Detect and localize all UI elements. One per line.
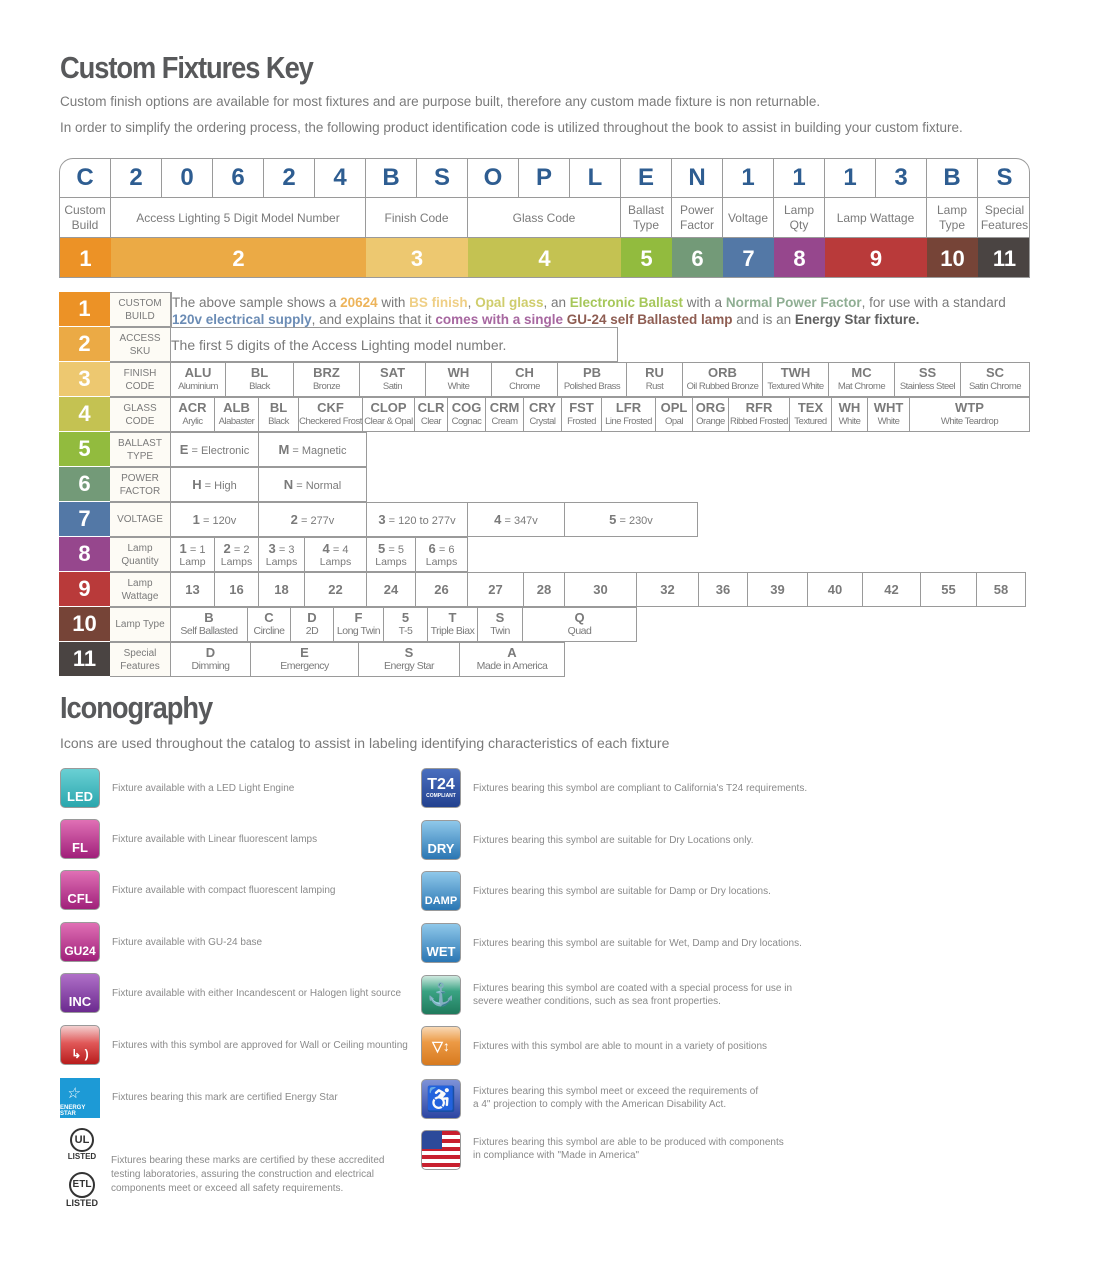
wattage-option: 27 xyxy=(468,572,524,607)
label-voltage: Voltage xyxy=(723,198,774,238)
glass-option: CLR Clear xyxy=(415,397,448,432)
icon-row-wet xyxy=(421,923,802,963)
gu24-icon: GU24 xyxy=(60,922,100,962)
row-number: 5 xyxy=(59,432,110,467)
icon-row-ada xyxy=(421,1079,759,1119)
row-label: BALLAST TYPE xyxy=(110,432,171,467)
ballast-option: E = Electronic xyxy=(171,432,259,467)
finish-option: CH Chrome xyxy=(492,362,558,397)
label-power-factor: Power Factor xyxy=(672,198,723,238)
row-number: 10 xyxy=(59,607,110,642)
segment-3: 3 xyxy=(366,238,468,278)
finish-option: MC Mat Chrome xyxy=(829,362,895,397)
glass-option: RFR Ribbed Frosted xyxy=(729,397,790,432)
wattage-option: 39 xyxy=(748,572,808,607)
lamp-type-option: Q Quad xyxy=(523,607,637,642)
code-char: 4 xyxy=(315,159,366,197)
glass-option: FST Frosted xyxy=(562,397,602,432)
wattage-option: 13 xyxy=(171,572,215,607)
icon-description: Fixtures bearing this symbol meet or exceed the requirements of a 4" projection to comply with the American Disability Act. xyxy=(473,1086,759,1110)
glass-option: BL Black xyxy=(259,397,299,432)
glass-option: CRM Cream xyxy=(486,397,524,432)
finish-option: SS Stainless Steel xyxy=(895,362,961,397)
icon-row-fl xyxy=(60,819,318,859)
row-lamp-quantity xyxy=(59,537,559,572)
lamp-type-option: 5 T-5 xyxy=(384,607,428,642)
code-char: 0 xyxy=(162,159,213,197)
row-finish-code xyxy=(59,362,1039,397)
icon-description: Fixtures bearing this mark are certified Energy Star xyxy=(112,1092,338,1103)
lamp-qty-option: 5 = 5 Lamps xyxy=(367,537,416,572)
label-lamp-qty: Lamp Qty xyxy=(774,198,825,238)
row-lamp-type xyxy=(59,607,659,642)
dry-location-icon: DRY xyxy=(421,820,461,860)
icon-row-energy-star xyxy=(60,1078,338,1118)
glass-option: COG Cognac xyxy=(448,397,486,432)
code-char: 1 xyxy=(825,159,876,197)
wet-location-icon: WET xyxy=(421,923,461,963)
row-power-factor xyxy=(59,467,459,502)
glass-option: ALB Alabaster xyxy=(215,397,259,432)
us-flag-icon xyxy=(421,1130,461,1170)
ballast-option: M = Magnetic xyxy=(259,432,367,467)
code-char: 1 xyxy=(774,159,825,197)
segment-5: 5 xyxy=(621,238,672,278)
segment-1: 1 xyxy=(60,238,111,278)
row-number: 4 xyxy=(59,397,110,432)
page-title: Custom Fixtures Key xyxy=(60,50,313,85)
etl-listed-icon: ETL LISTED xyxy=(60,1172,104,1216)
wattage-option: 32 xyxy=(637,572,699,607)
glass-option: CRY Crystal xyxy=(524,397,562,432)
icon-description: Fixtures with this symbol are able to mount in a variety of positions xyxy=(473,1041,768,1052)
row-number: 11 xyxy=(59,642,110,677)
icon-row-dry xyxy=(421,820,754,860)
finish-option: SC Satin Chrome xyxy=(961,362,1030,397)
row-label: FINISH CODE xyxy=(110,362,171,397)
segment-6: 6 xyxy=(672,238,723,278)
wattage-option: 28 xyxy=(524,572,565,607)
icon-description: Fixture available with compact fluorescent lamping xyxy=(112,885,336,896)
lamp-qty-option: 6 = 6 Lamps xyxy=(416,537,468,572)
icon-description: Fixtures with this symbol are approved for Wall or Ceiling mounting xyxy=(112,1040,408,1051)
iconography-subtitle: Icons are used throughout the catalog to assist in labeling identifying characteristics of each fixture xyxy=(60,735,670,751)
lamp-qty-option: 1 = 1 Lamp xyxy=(171,537,215,572)
row-number: 3 xyxy=(59,362,110,397)
finish-option: RU Rust xyxy=(627,362,683,397)
glass-option: WHT White xyxy=(868,397,910,432)
lamp-type-option: S Twin xyxy=(478,607,523,642)
led-icon: LED xyxy=(60,768,100,808)
code-char: 6 xyxy=(213,159,264,197)
incandescent-icon: INC xyxy=(60,973,100,1013)
wattage-option: 26 xyxy=(416,572,468,607)
label-lamp-type: Lamp Type xyxy=(927,198,978,238)
icon-row-cfl xyxy=(60,870,336,910)
code-char: E xyxy=(621,159,672,197)
special-feature-option: E Emergency xyxy=(251,642,359,677)
icon-description: Fixtures bearing this symbol are compliant to California's T24 requirements. xyxy=(473,783,808,794)
label-glass-code: Glass Code xyxy=(468,198,621,238)
lamp-qty-option: 3 = 3 Lamps xyxy=(259,537,305,572)
icon-row-t24 xyxy=(421,768,808,808)
row-special-features xyxy=(59,642,659,677)
product-code-table xyxy=(59,158,1030,278)
finish-option: SAT Satin xyxy=(360,362,426,397)
finish-option: BRZ Bronze xyxy=(294,362,360,397)
glass-option: WH White xyxy=(832,397,868,432)
lamp-type-option: T Triple Biax xyxy=(428,607,478,642)
row-label: Lamp Quantity xyxy=(110,537,171,572)
code-char: O xyxy=(468,159,519,197)
special-feature-option: S Energy Star xyxy=(359,642,460,677)
icon-description: Fixture available with Linear fluorescent lamps xyxy=(112,834,318,845)
code-char: 2 xyxy=(111,159,162,197)
special-feature-option: D Dimming xyxy=(171,642,251,677)
glass-option: WTP White Teardrop xyxy=(910,397,1030,432)
row-number: 7 xyxy=(59,502,110,537)
icon-row-variable-mount xyxy=(421,1026,768,1066)
lamp-type-option: C Circline xyxy=(248,607,291,642)
finish-option: WH White xyxy=(426,362,492,397)
ul-listed-icon: UL LISTED xyxy=(60,1128,104,1168)
anchor-icon: ⚓ xyxy=(421,975,461,1015)
row-number: 8 xyxy=(59,537,110,572)
voltage-option: 3 = 120 to 277v xyxy=(367,502,468,537)
code-char: N xyxy=(672,159,723,197)
icon-row-marine xyxy=(421,975,793,1015)
icon-description: Fixtures bearing this symbol are suitable for Damp or Dry locations. xyxy=(473,886,771,897)
intro-text-1: Custom finish options are available for most fixtures and are purpose built, therefore any custom made fixture is non returnable. xyxy=(60,94,821,109)
label-finish-code: Finish Code xyxy=(366,198,468,238)
row-label: Lamp Wattage xyxy=(110,572,171,607)
row-label: Lamp Type xyxy=(110,607,171,642)
segment-7: 7 xyxy=(723,238,774,278)
row-lamp-wattage xyxy=(59,572,1039,607)
icon-description: Fixtures bearing this symbol are suitable for Dry Locations only. xyxy=(473,835,754,846)
t24-compliant-icon: T24 COMPLIANT xyxy=(421,768,461,808)
power-factor-option: H = High xyxy=(171,467,259,502)
voltage-option: 5 = 230v xyxy=(565,502,698,537)
voltage-option: 1 = 120v xyxy=(171,502,259,537)
finish-option: TWH Textured White xyxy=(763,362,829,397)
glass-option: CLOP Clear & Opal xyxy=(363,397,415,432)
row-label: Special Features xyxy=(110,642,171,677)
glass-option: TEX Textured xyxy=(790,397,832,432)
wattage-option: 58 xyxy=(977,572,1026,607)
sku-description: The first 5 digits of the Access Lighting model number. xyxy=(171,327,618,362)
icon-description: Fixtures bearing this symbol are suitable for Wet, Damp and Dry locations. xyxy=(473,938,802,949)
special-feature-option: A Made in America xyxy=(460,642,565,677)
code-labels-row xyxy=(60,197,1029,237)
icon-row-damp xyxy=(421,871,771,911)
wattage-option: 30 xyxy=(565,572,637,607)
glass-option: ACR Arylic xyxy=(171,397,215,432)
icon-row-led xyxy=(60,768,295,808)
code-char: B xyxy=(366,159,417,197)
voltage-option: 2 = 277v xyxy=(259,502,367,537)
row-glass-code xyxy=(59,397,1039,432)
icon-row-wall-ceiling xyxy=(60,1025,408,1065)
row-number: 2 xyxy=(59,327,110,362)
row-label: GLASS CODE xyxy=(110,397,171,432)
code-char: 1 xyxy=(723,159,774,197)
finish-option: ORB Oil Rubbed Bronze xyxy=(683,362,763,397)
wattage-option: 24 xyxy=(367,572,416,607)
row-voltage xyxy=(59,502,759,537)
cfl-icon: CFL xyxy=(60,870,100,910)
lamp-type-option: D 2D xyxy=(291,607,334,642)
icon-description: Fixtures bearing this symbol are coated with a special process for use in severe weather conditions, such as sea front properties. xyxy=(473,983,793,1007)
finish-option: PB Polished Brass xyxy=(558,362,627,397)
row-ballast-type xyxy=(59,432,459,467)
segment-4: 4 xyxy=(468,238,621,278)
power-factor-option: N = Normal xyxy=(259,467,367,502)
segment-2: 2 xyxy=(111,238,366,278)
code-char: 2 xyxy=(264,159,315,197)
wattage-option: 18 xyxy=(259,572,305,607)
row-number: 6 xyxy=(59,467,110,502)
wheelchair-accessibility-icon: ♿ xyxy=(421,1079,461,1119)
label-lamp-wattage: Lamp Wattage xyxy=(825,198,927,238)
label-custom-build: Custom Build xyxy=(60,198,111,238)
wattage-option: 16 xyxy=(215,572,259,607)
row-custom-build xyxy=(59,292,1019,327)
voltage-option: 4 = 347v xyxy=(468,502,565,537)
code-char: S xyxy=(417,159,468,197)
code-char: P xyxy=(519,159,570,197)
glass-option: LFR Line Frosted xyxy=(602,397,656,432)
sample-description: The above sample shows a 20624 with BS finish, Opal glass, an Electronic Ballast with a Normal Power Factor, for use with a standard 120v electrical supply, and explains that it comes with a single GU-24 self Ballasted lamp and is an Energy Star fixture. xyxy=(172,295,1006,327)
row-number: 9 xyxy=(59,572,110,607)
variable-mount-icon: ▽↕ xyxy=(421,1026,461,1066)
row-access-sku xyxy=(59,327,559,362)
icon-row-gu24 xyxy=(60,922,263,962)
segment-9: 9 xyxy=(825,238,927,278)
icon-row-inc xyxy=(60,973,402,1013)
listing-description: Fixtures bearing these marks are certified by these accredited testing laboratories, assuring the construction and electrical components meet or exceed all safety requirements. xyxy=(111,1155,385,1194)
icon-description: Fixture available with a LED Light Engine xyxy=(112,783,295,794)
code-numbers-row xyxy=(60,237,1029,278)
wattage-option: 55 xyxy=(921,572,977,607)
glass-option: OPL Opal xyxy=(656,397,693,432)
lamp-qty-option: 2 = 2 Lamps xyxy=(215,537,259,572)
row-label: POWER FACTOR xyxy=(110,467,171,502)
code-char: S xyxy=(996,164,1013,191)
code-char: B xyxy=(927,159,978,197)
wall-ceiling-mount-icon: ↳ ) xyxy=(60,1025,100,1065)
finish-option: BL Black xyxy=(226,362,294,397)
icon-row-made-in-america xyxy=(421,1130,784,1170)
icon-description: Fixture available with either Incandescent or Halogen light source xyxy=(112,988,402,999)
icon-description: Fixtures bearing this symbol are able to be produced with components in compliance with "Made in America" xyxy=(473,1137,784,1161)
row-label: ACCESS SKU xyxy=(110,327,171,362)
fluorescent-icon: FL xyxy=(60,819,100,859)
code-characters-row xyxy=(60,159,1029,197)
wattage-option: 42 xyxy=(863,572,921,607)
iconography-title: Iconography xyxy=(60,690,213,725)
code-char: 3 xyxy=(876,159,927,197)
damp-location-icon: DAMP xyxy=(421,871,461,911)
lamp-qty-option: 4 = 4 Lamps xyxy=(305,537,367,572)
wattage-option: 36 xyxy=(699,572,748,607)
lamp-type-option: F Long Twin xyxy=(334,607,384,642)
label-model-number: Access Lighting 5 Digit Model Number xyxy=(111,198,366,238)
glass-option: CKF Checkered Frost xyxy=(299,397,363,432)
row-number: 1 xyxy=(59,292,110,327)
label-ballast-type: Ballast Type xyxy=(621,198,672,238)
finish-option: ALU Aluminium xyxy=(171,362,226,397)
row-label: CUSTOM BUILD xyxy=(110,292,171,327)
lamp-type-option: B Self Ballasted xyxy=(171,607,248,642)
wattage-option: 22 xyxy=(305,572,367,607)
glass-option: ORG Orange xyxy=(693,397,729,432)
intro-text-2: In order to simplify the ordering process, the following product identification code is utilized throughout the book to assist in building your custom fixture. xyxy=(60,120,963,135)
row-label: VOLTAGE xyxy=(110,502,171,537)
code-char: C xyxy=(60,159,111,197)
energy-star-icon: ☆ ENERGY STAR xyxy=(60,1078,100,1118)
label-special-features: Special Features xyxy=(980,203,1029,232)
segment-11: 11 xyxy=(978,238,1030,278)
icon-description: Fixture available with GU-24 base xyxy=(112,937,263,948)
wattage-option: 40 xyxy=(808,572,863,607)
segment-8: 8 xyxy=(774,238,825,278)
code-char: L xyxy=(570,159,621,197)
segment-10: 10 xyxy=(927,238,978,278)
